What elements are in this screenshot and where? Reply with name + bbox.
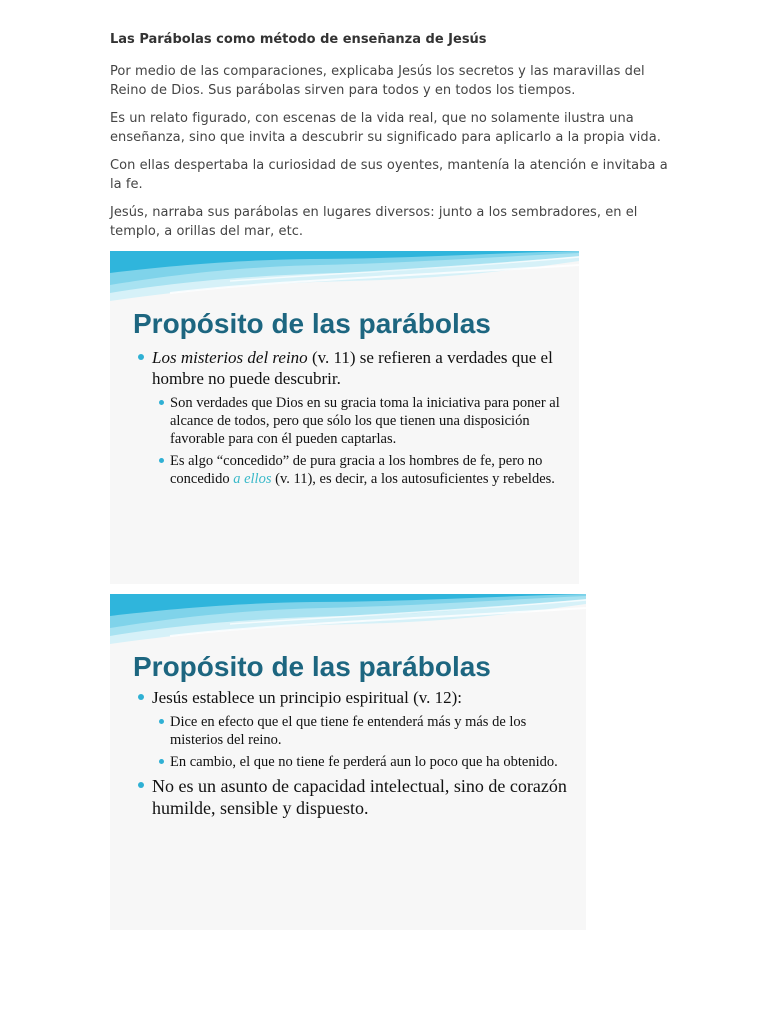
- slide-bullet: [138, 687, 572, 771]
- wave-header-decoration: [110, 594, 586, 646]
- subbullet-accent-text: a ellos: [233, 471, 272, 487]
- article-paragraph: Con ellas despertaba la curiosidad de sus oyentes, mantenía la atención e invitaba a la fe.: [110, 158, 668, 192]
- slide-title: Propósito de las parábolas: [133, 651, 491, 682]
- slide-subbullet: En cambio, el que no tiene fe perderá aun lo poco que ha obtenido.: [152, 753, 572, 771]
- slide-bullet-list: [138, 347, 565, 492]
- article-title: Las Parábolas como método de enseñanza de Jesús: [110, 32, 487, 47]
- article: [110, 30, 670, 250]
- slide-subbullet-list: [152, 394, 565, 488]
- article-paragraph: Por medio de las comparaciones, explicaba Jesús los secretos y las maravillas del Reino de Dios. Sus parábolas sirven para todos y en todos los tiempos.: [110, 64, 645, 98]
- slide-subbullet: [152, 452, 565, 488]
- slide-subbullet: Son verdades que Dios en su gracia toma la iniciativa para poner al alcance de todos, pero que sólo los que tienen una disposición favorable para con él pueden captarlas.: [152, 394, 565, 448]
- subbullet-text: Es algo “concedido” de pura gracia a los hombres de fe, pero no concedido: [170, 453, 543, 487]
- slide-image-1: [110, 251, 579, 584]
- slide-subbullet: Dice en efecto que el que tiene fe entenderá más y más de los misterios del reino.: [152, 713, 572, 749]
- slide-bullet: No es un asunto de capacidad intelectual, sino de corazón humilde, sensible y dispuesto.: [138, 775, 572, 819]
- slide-title: Propósito de las parábolas: [133, 308, 491, 339]
- slide-image-2: [110, 594, 586, 930]
- bullet-text: (v. 11) se refieren a verdades que el hombre no puede descubrir.: [152, 348, 553, 388]
- article-paragraph: Jesús, narraba sus parábolas en lugares diversos: junto a los sembradores, en el templo, a orillas del mar, etc.: [110, 205, 638, 239]
- article-paragraph: Es un relato figurado, con escenas de la vida real, que no solamente ilustra una enseñanza, sino que invita a descubrir su significado para aplicarlo a la propia vida.: [110, 111, 661, 145]
- slide-subbullet-list: [152, 713, 572, 771]
- wave-header-decoration: [110, 251, 579, 303]
- subbullet-text: (v. 11), es decir, a los autosuficientes y rebeldes.: [271, 471, 555, 487]
- bullet-emphasis: Los misterios del reino: [152, 348, 308, 367]
- slide-bullet-list: [138, 687, 572, 823]
- slide-bullet: [138, 347, 565, 488]
- bullet-text: Jesús establece un principio espiritual (v. 12):: [152, 688, 463, 707]
